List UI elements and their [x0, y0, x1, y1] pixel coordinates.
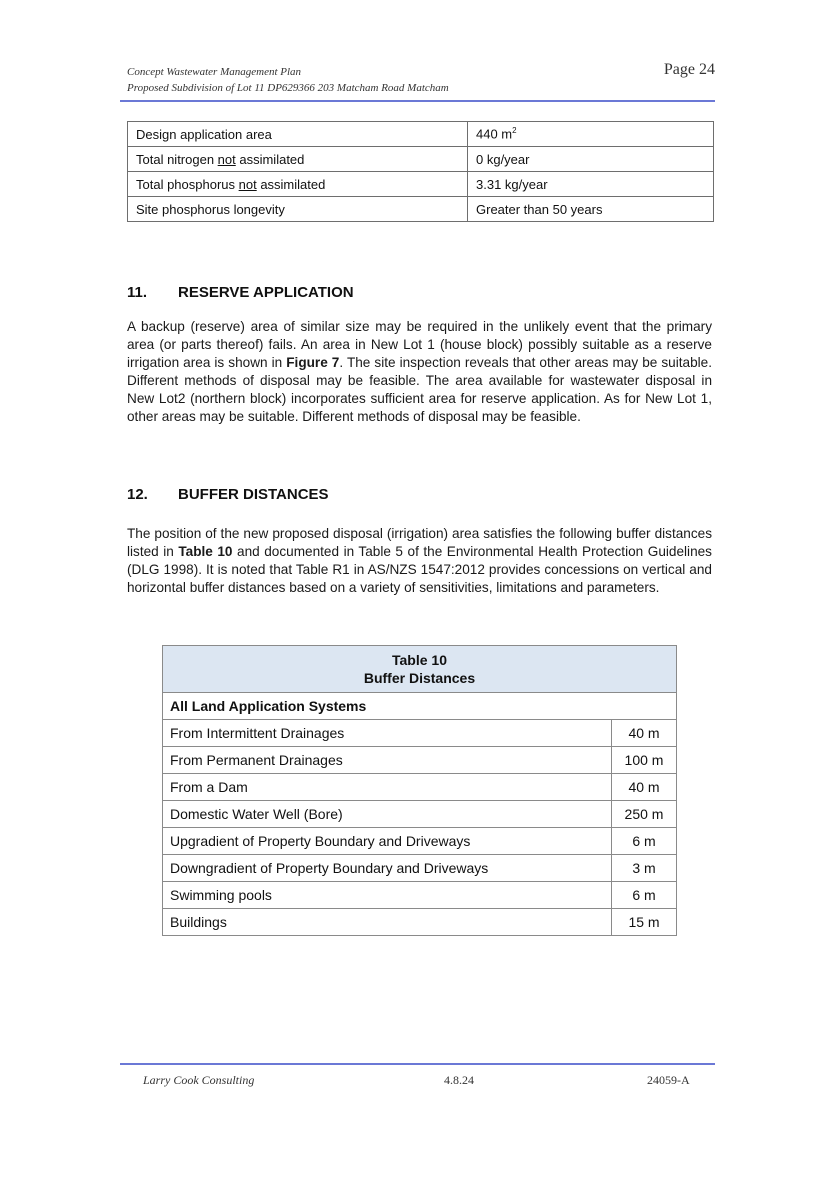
table-cell-value — [468, 122, 714, 147]
table-subheading: All Land Application Systems — [163, 693, 677, 720]
table-cell-label — [128, 147, 468, 172]
document-title: Concept Wastewater Management Plan — [127, 66, 302, 78]
table-cell-value: 15 m — [612, 909, 677, 936]
table-row — [163, 855, 677, 882]
footer-author: Larry Cook Consulting — [143, 1073, 255, 1087]
table-cell-label: From a Dam — [163, 774, 612, 801]
table-cell-value: 3 m — [612, 855, 677, 882]
section-number: 12. — [127, 486, 148, 503]
label-text: Total nitrogen — [136, 151, 218, 167]
section-body-11 — [127, 318, 712, 426]
section-heading-12 — [127, 486, 329, 503]
table-cell-label: Downgradient of Property Boundary and Driveways — [163, 855, 612, 882]
value-text: 440 m — [476, 126, 513, 142]
label-text: assimilated — [235, 151, 305, 167]
running-header — [127, 64, 449, 96]
section-body-12 — [127, 525, 712, 597]
table-number: Table 10 — [392, 652, 447, 668]
table-caption — [163, 646, 677, 693]
table-reference: Table 10 — [178, 544, 233, 559]
table-row — [163, 909, 677, 936]
table-row — [128, 172, 714, 197]
table-cell-label: From Intermittent Drainages — [163, 720, 612, 747]
table-row — [163, 882, 677, 909]
footer-date: 4.8.24 — [444, 1073, 474, 1087]
table-cell-value: 0 kg/year — [468, 147, 714, 172]
table-row — [163, 801, 677, 828]
table-cell-label: Design application area — [128, 122, 468, 147]
table-row — [163, 774, 677, 801]
value-superscript: 2 — [512, 126, 517, 136]
section-heading-11 — [127, 284, 354, 301]
summary-table — [127, 121, 714, 222]
table-cell-label — [128, 172, 468, 197]
table-cell-label: Site phosphorus longevity — [128, 197, 468, 222]
table-cell-value: 6 m — [612, 828, 677, 855]
section-title: BUFFER DISTANCES — [178, 486, 329, 503]
table-cell-value: 40 m — [612, 720, 677, 747]
table-cell-label: Domestic Water Well (Bore) — [163, 801, 612, 828]
label-text: assimilated — [256, 176, 326, 192]
header-rule — [120, 100, 715, 102]
table-cell-label: Swimming pools — [163, 882, 612, 909]
label-emphasis: not — [217, 151, 236, 167]
table-subheading-row — [163, 693, 677, 720]
table-cell-label: Upgradient of Property Boundary and Driveways — [163, 828, 612, 855]
table-row — [128, 147, 714, 172]
table-row — [163, 747, 677, 774]
table-row — [128, 197, 714, 222]
body-text: . The site inspection reveals that other areas may be suitable. Different methods of disposal may be feasible. The area available for wastewater disposal in New Lot2 (northern block) incorporates sufficient area for reserve application. As for New Lot 1, other areas may be suitable. Different methods of disposal may be feasible. — [127, 355, 712, 424]
page-number: Page 24 — [663, 61, 715, 78]
label-text: Total phosphorus — [136, 176, 239, 192]
body-text: and documented in Table 5 of the Environmental Health Protection Guidelines (DLG 1998). It is noted that Table R1 in AS/NZS 1547:2012 provides concessions on vertical and horizontal buffer distances based on a variety of sensitivities, limitations and parameters. — [127, 544, 712, 595]
table-cell-label: Buildings — [163, 909, 612, 936]
label-emphasis: not — [238, 176, 257, 192]
section-title: RESERVE APPLICATION — [178, 284, 354, 301]
table-cell-value: 250 m — [612, 801, 677, 828]
table-row — [163, 720, 677, 747]
table-row — [128, 122, 714, 147]
section-number: 11. — [127, 284, 148, 301]
footer-rule — [120, 1063, 715, 1065]
table-caption-row — [163, 646, 677, 693]
body-text: A backup (reserve) area of similar size may be required in the unlikely event that the primary area (or parts thereof) fails. An area in New Lot 1 (house block) possibly suitable as a reserve irrigation area is shown in — [127, 319, 712, 370]
table-cell-value: Greater than 50 years — [468, 197, 714, 222]
table-cell-value: 100 m — [612, 747, 677, 774]
table-row — [163, 828, 677, 855]
body-text: The position of the new proposed disposal (irrigation) area satisfies the following buffer distances listed in — [127, 526, 712, 559]
table-cell-value: 3.31 kg/year — [468, 172, 714, 197]
document-subtitle: Proposed Subdivision of Lot 11 DP629366 203 Matcham Road Matcham — [127, 82, 449, 94]
table-title: Buffer Distances — [363, 670, 476, 686]
footer-reference: 24059-A — [647, 1073, 690, 1087]
buffer-distances-table — [162, 645, 677, 936]
table-cell-value: 6 m — [612, 882, 677, 909]
table-cell-value: 40 m — [612, 774, 677, 801]
figure-reference: Figure 7 — [286, 355, 340, 370]
table-cell-label: From Permanent Drainages — [163, 747, 612, 774]
